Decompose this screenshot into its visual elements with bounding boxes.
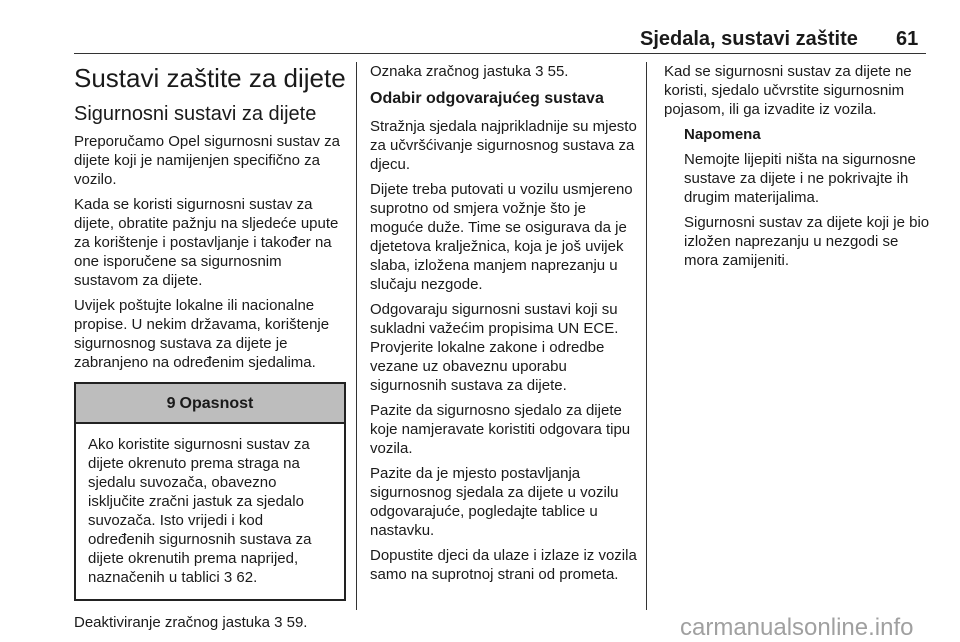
column-divider	[356, 62, 357, 610]
warning-icon: 9	[166, 394, 176, 412]
note-title: Napomena	[684, 126, 761, 143]
paragraph: Stražnja sjedala najprikladnije su mjesto za učvršćivanje sigurnosnog sustava za djecu.	[370, 118, 637, 173]
danger-header	[76, 384, 344, 424]
paragraph: Preporučamo Opel sigurnosni sustav za dijete koji je namijenjen specifično za vozilo.	[74, 133, 340, 188]
subsection-heading: Odabir odgovarajućeg sustava	[370, 90, 604, 107]
section-heading: Sustavi zaštite za dijete	[74, 63, 346, 93]
paragraph: Kada se koristi sigurnosni sustav za dijete, obratite pažnju na sljedeće upute za korištenje i postavljanje i također na one isporučene sa sigurnosnim sustavom za dijete.	[74, 196, 339, 289]
watermark: carmanualsonline.info	[680, 614, 914, 641]
paragraph: Dijete treba putovati u vozilu usmjereno suprotno od smjera vožnje što je moguće duže. Time se osigurava da je djetetova kralježnica, koja je još uvijek slaba, izložena manjem naprezanju u slučaju nezgode.	[370, 181, 633, 293]
header-divider	[74, 53, 926, 54]
note-text: Nemojte lijepiti ništa na sigurnosne sustave za dijete i ne pokrivajte ih drugim materijalima.	[684, 151, 916, 206]
subsection-heading: Sigurnosni sustavi za dijete	[74, 103, 317, 125]
paragraph: Pazite da sigurnosno sjedalo za dijete koje namjeravate koristiti odgovara tipu vozila.	[370, 402, 631, 457]
page-number: 61	[896, 28, 919, 50]
note-box	[664, 125, 930, 270]
column-3	[664, 62, 930, 276]
column-1	[74, 62, 346, 638]
danger-text: Ako koristite sigurnosni sustav za dijete okrenuto prema straga na sjedalu suvozača, obavezno isključite zračni jastuk za sjedalo suvozača. Isto vrijedi i kod određenih sigurnosnih sustava za dijete okrenutih prema naprijed, naznačenih u tablici 3 62.	[88, 436, 312, 586]
column-divider	[646, 62, 647, 610]
cross-reference: Oznaka zračnog jastuka 3 55.	[370, 63, 569, 80]
page-header-title: Sjedala, sustavi zaštite	[640, 28, 858, 50]
note-text: Sigurnosni sustav za dijete koji je bio izložen naprezanju u nezgodi se mora zamijeniti.	[684, 214, 930, 269]
paragraph: Pazite da je mjesto postavljanja sigurnosnog sjedala za dijete u vozilu odgovarajuće, pogledajte tablice u nastavku.	[370, 465, 619, 539]
column-2	[370, 62, 638, 590]
paragraph: Kad se sigurnosni sustav za dijete ne koristi, sjedalo učvrstite sigurnosnim pojasom, ili ga izvadite iz vozila.	[664, 63, 912, 118]
cross-reference: Deaktiviranje zračnog jastuka 3 59.	[74, 614, 308, 631]
paragraph: Odgovaraju sigurnosni sustavi koji su sukladni važećim propisima UN ECE. Provjerite lokalne zakone i odredbe vezane uz obaveznu uporabu sigurnosnih sustava za dijete.	[370, 301, 619, 394]
paragraph: Dopustite djeci da ulaze i izlaze iz vozila samo na suprotnoj strani od prometa.	[370, 547, 637, 583]
danger-warning-box	[74, 382, 346, 601]
danger-title: Opasnost	[179, 394, 254, 412]
paragraph: Uvijek poštujte lokalne ili nacionalne propise. U nekim državama, korištenje sigurnosnog sustava za dijete je zabranjeno na određenim sjedalima.	[74, 297, 330, 371]
